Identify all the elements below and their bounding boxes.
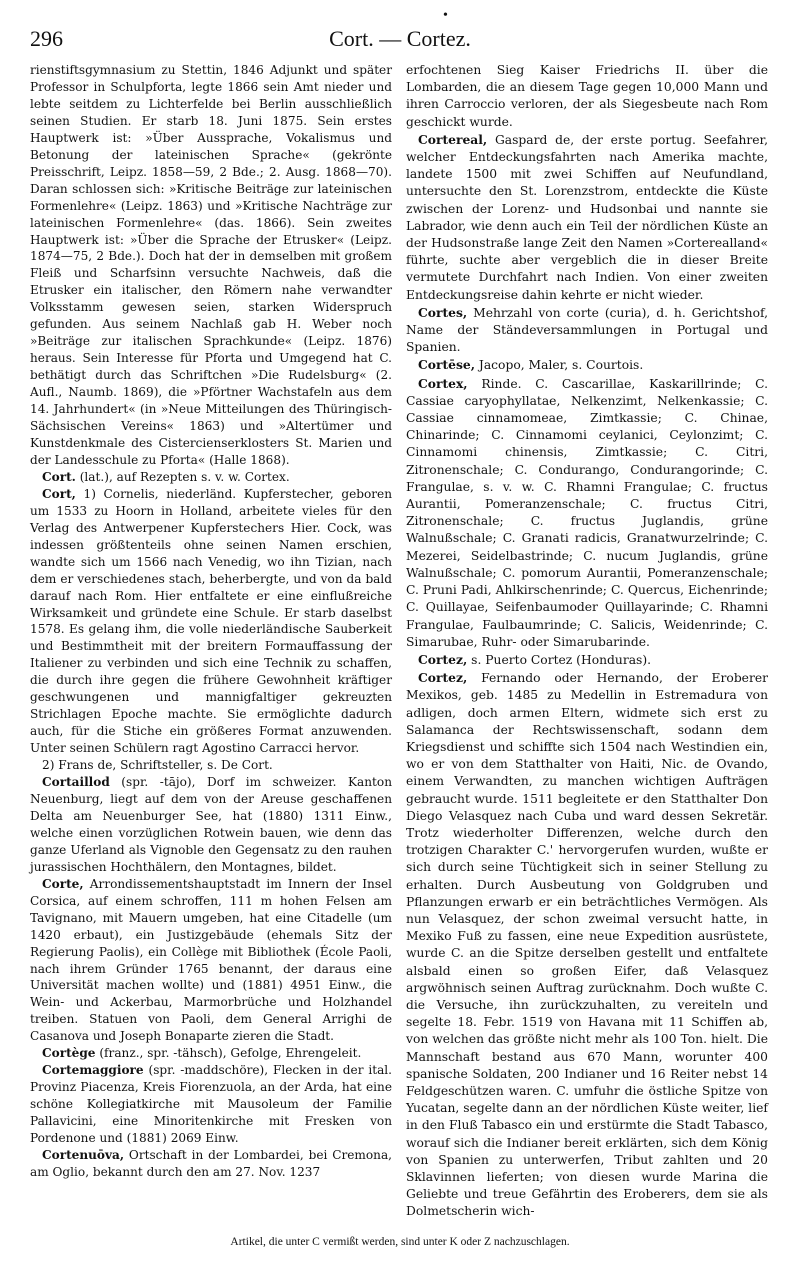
entry-corte: [30, 876, 392, 1046]
entry-frans-de-cort: 2) Frans de, Schriftsteller, s. De Cort.: [42, 758, 273, 773]
headword: Cortaillod: [42, 775, 110, 790]
entry-cort: [30, 486, 392, 757]
running-head: Cort. — Cortez.: [329, 26, 471, 51]
entry-cortez-puerto: [406, 651, 768, 669]
continued-paragraph: rienstiftsgymnasium zu Stettin, 1846 Adjunkt und später Professor in Schulpforta, legte 1866 sein Amt nieder und lebte seitdem zu Lichterfelde bei Berlin ausschließlich seinen Studien. Er starb 18. Juni 1875. Sein erstes Hauptwerk ist: »Über Aussprache, Vokalismus und Betonung der lateinischen Sprache« (gekrönte Preisschrift, Leipz. 1858—59, 2 Bde.; 2. Ausg. 1868—70). Daran schlossen sich: »Kritische Beiträge zur lateinischen Formenlehre« (Leipz. 1863) und »Kritische Nachträge zur lateinischen Formenlehre« (das. 1866). Sein zweites Hauptwerk ist: »Über die Sprache der Etrusker« (Leipz. 1874—75, 2 Bde.). Doch hat der in demselben mit großem Fleiß und Scharfsinn versuchte Nachweis, daß die Etrusker ein italischer, den Römern nahe verwandter Volksstamm gewesen seien, starken Widerspruch gefunden. Aus seinem Nachlaß gab H. Weber noch »Beiträge zur italischen Sprachkunde« (Leipz. 1876) heraus. Sein Interesse für Pforta und Umgegend hat C. bethätigt durch das Schriftchen »Die Rudelsburg« (2. Aufl., Naumb. 1869), die »Pförtner Wachstafeln aus dem 14. Jahrhundert« (in »Neue Mitteilungen des Thüringisch-Sächsischen Vereins« 1863) und »Altertümer und Kunstdenkmale des Cistercienserklosters St. Marien und der Landesschule zu Pforta« (Halle 1868).: [30, 63, 392, 467]
right-column: [406, 62, 768, 1221]
header-dot: •: [443, 8, 448, 23]
entry-cortex: [406, 375, 768, 651]
entry-cortaillod: [30, 774, 392, 876]
entry-cortes: [406, 304, 768, 357]
entry-cortenuova: [30, 1147, 392, 1181]
entry-cortereal: [406, 131, 768, 304]
entry-cortese: [406, 356, 768, 374]
headword: Cortemaggiore: [42, 1063, 144, 1078]
entry-cortemaggiore: [30, 1062, 392, 1147]
entry-text: (spr. -maddschöre), Flecken in der ital. Provinz Piacenza, Kreis Fiorenzuola, an der Arda, hat eine schöne Kollegiatkirche mit Mausoleum der Familie Pallavicini, eine Minoritenkirche mit Fresken von Pordenone und (1881) 2069 Einw.: [30, 1063, 392, 1146]
entry-text: Jacopo, Maler, s. Courtois.: [475, 358, 644, 373]
headword: Cort,: [42, 486, 76, 501]
entry-text: Gaspard de, der erste portug. Seefahrer, welcher Entdeckungsfahrten nach Amerika machte, landete 1500 mit zwei Schiffen auf Neufundland, untersuchte den St. Lorenzstrom, entdeckte die Küste zwischen der Lorenz- und Hudsonbai und nannte sie Labrador, wie denn auch ein Teil der nördlichen Küste an der Hudsonstraße lange Zeit den Namen »Corterealland« führte, suchte aber vergeblich die in dieser Breite vermutete Durchfahrt nach Indien. Von einer zweiten Entdeckungsreise dahin kehrte er nicht wieder.: [406, 132, 768, 302]
headword: Cortēse,: [418, 357, 475, 373]
entry-text: (lat.), auf Rezepten s. v. w. Cortex.: [75, 469, 290, 484]
page-header: [30, 8, 770, 56]
entry-text: Rinde. C. Cascarillae, Kaskarillrinde; C. Cassiae caryophyllatae, Nelkenzimt, Nelkenkassie; C. Cassiae cinnamomeae, Zimtkassie; C. Chinae, Chinarinde; C. Cinnamomi ceylanici, Ceylonzimt; C. Cinnamomi chinensis, Zimtkassie; C. Citri, Zitronenschale; C. Condurango, Condurangorinde; C. Frangulae, s. v. w. C. Rhamni Frangulae; C. fructus Aurantii, Pomeranzenschale; C. fructus Citri, Zitronenschale; C. fructus Juglandis, grüne Walnußschale; C. Granati radicis, Granatwurzelrinde; C. Mezerei, Seidelbastrinde; C. nucum Juglandis, grüne Walnußschale; C. pomorum Aurantii, Pomeranzenschale; C. Pruni Padi, Ahlkirschenrinde; C. Quercus, Eichenrinde; C. Quillayae, Seifenbaumoder Quillayarinde; C. Rhamni Frangulae, Faulbaumrinde; C. Salicis, Weidenrinde; C. Simarubae, Ruhr- oder Simarubarinde.: [406, 376, 768, 649]
headword: Cortez,: [418, 651, 468, 667]
left-column: [30, 62, 392, 1181]
headword: Cortez,: [418, 670, 468, 686]
headword: Cortenuōva,: [42, 1148, 125, 1162]
entry-text: Arrondissementshauptstadt im Innern der Insel Corsica, auf einem schroffen, 111 m hohen Felsen am Tavignano, mit Mauern umgeben, hat eine Citadelle (um 1420 erbaut), ein Justizgebäude (ehemals Sitz der Regierung Paolis), ein Collège mit Bibliothek (École Paoli, nach ihrem Gründer 1765 benannt, der daraus eine Universität machen wollte) und (1881) 4951 Einw., die Wein- und Ackerbau, Marmorbrüche und Holzhandel treiben. Statuen von Paoli, dem General Arrighi de Casanova und Joseph Bonaparte zieren die Stadt.: [30, 876, 392, 1044]
page-footer-note: Artikel, die unter C vermißt werden, sind unter K oder Z nachzuschlagen.: [230, 1236, 570, 1248]
headword: Cortège: [42, 1046, 96, 1061]
entry-text: (spr. -tājo), Dorf im schweizer. Kanton Neuenburg, liegt auf dem von der Areuse geschaffenen Delta am Neuenburger See, hat (1880) 1311 Einw., welche einen vorzüglichen Rotwein bauen, wie denn das ganze Uferland als Vignoble den Gegensatz zu den rauhen jurassischen Hochthälern, den Montagnes, bildet.: [30, 775, 392, 874]
headword: Corte,: [42, 876, 84, 891]
headword: Cortex,: [418, 375, 468, 391]
entry-text: Ortschaft in der Lombardei, bei Cremona, am Oglio, bekannt durch den am 27. Nov. 1237: [30, 1148, 392, 1179]
headword: Cort.: [42, 469, 76, 484]
entry-cortege: [30, 1045, 392, 1062]
entry-text: Fernando oder Hernando, der Eroberer Mexikos, geb. 1485 zu Medellin in Estremadura von adligen, doch armen Eltern, widmete sich erst zu Salamanca der Rechtswissenschaft, sodann dem Kriegsdienst und schiffte sich 1504 nach Westindien ein, wo er von dem Statthalter von Haiti, Nic. de Ovando, einem Verwandten, zu manchen wichtigen Aufträgen gebraucht wurde. 1511 begleitete er den Statthalter Don Diego Velasquez nach Cuba und ward dessen Sekretär. Trotz wiederholter Differenzen, welche durch den trotzigen Charakter C.' hervorgerufen wurden, wußte er sich durch seine Tüchtigkeit sich in seiner Stellung zu erhalten. Durch Ausbeutung von Goldgruben und Pflanzungen erwarb er ein beträchtliches Vermögen. Als nun Velasquez, der schon zweimal versucht hatte, in Mexiko Fuß zu fassen, eine neue Expedition ausrüstete, wurde C. an die Spitze derselben gestellt und entfaltete alsbald einen so großen Eifer, daß Velasquez argwöhnisch seinen Auftrag zurücknahm. Doch wußte C. die Versuche, ihn zurückzuhalten, zu vereiteln und segelte 18. Febr. 1519 von Havana mit 11 Schiffen ab, von welchen das größte nicht mehr als 100 Ton. hielt. Die Mannschaft bestand aus 670 Mann, worunter 400 spanische Soldaten, 200 Indianer und 16 Reiter nebst 14 Feldgeschützen waren. C. umfuhr die östliche Spitze von Yucatan, segelte dann an der nördlichen Küste weiter, lief in den Fluß Tabasco ein und erstürmte die Stadt Tabasco, worauf sich die Indianer bereit erklärten, sich dem König von Spanien zu unterwerfen, Tribut zahlten und 20 Sklavinnen lieferten; von diesen wurde Marina die Geliebte und treue Gefährtin des Eroberers, dem sie als Dolmetscherin wich-: [406, 671, 768, 1219]
continued-paragraph: erfochtenen Sieg Kaiser Friedrichs II. über die Lombarden, die an diesem Tage gegen 10,000 Mann und ihren Carroccio verloren, der als Siegesbeute nach Rom geschickt wurde.: [406, 63, 768, 129]
entry-cortez-fernando: [406, 669, 768, 1221]
entry-text: s. Puerto Cortez (Honduras).: [467, 652, 652, 667]
page-number: 296: [30, 26, 63, 51]
headword: Cortereal,: [418, 131, 488, 147]
headword: Cortes,: [418, 304, 468, 320]
entry-text: 1) Cornelis, niederländ. Kupferstecher, geboren um 1533 zu Hoorn in Holland, arbeitete vieles für den Verlag des Antwerpener Kupferstechers Hier. Cock, was indessen größtenteils ohne seinen Namen erschien, wandte sich um 1566 nach Venedig, wo ihn Tizian, nach dem er verschiedenes stach, beherbergte, und von da bald darauf nach Rom. Hier entfaltete er eine einflußreiche Wirksamkeit und gründete eine Schule. Er starb daselbst 1578. Es gelang ihm, die volle niederländische Sauberkeit und Bestimmtheit mit der breitern Formauffassung der Italiener zu verbinden und sich eine Technik zu schaffen, die durch ihre gegen die frühere Gewohnheit kräftiger geschwungenen und mannigfaltiger gekreuzten Strichlagen Epoche machte. Sie ermöglichte dadurch auch, für die Stiche ein größeres Format anzuwenden. Unter seinen Schülern ragt Agostino Carracci hervor.: [30, 486, 392, 756]
entry-cort-lat: [30, 469, 392, 486]
entry-text: (franz., spr. -tähsch), Gefolge, Ehrengeleit.: [95, 1046, 362, 1061]
entry-text: Mehrzahl von corte (curia), d. h. Gerichtshof, Name der Ständeversammlungen in Portugal und Spanien.: [406, 305, 768, 355]
